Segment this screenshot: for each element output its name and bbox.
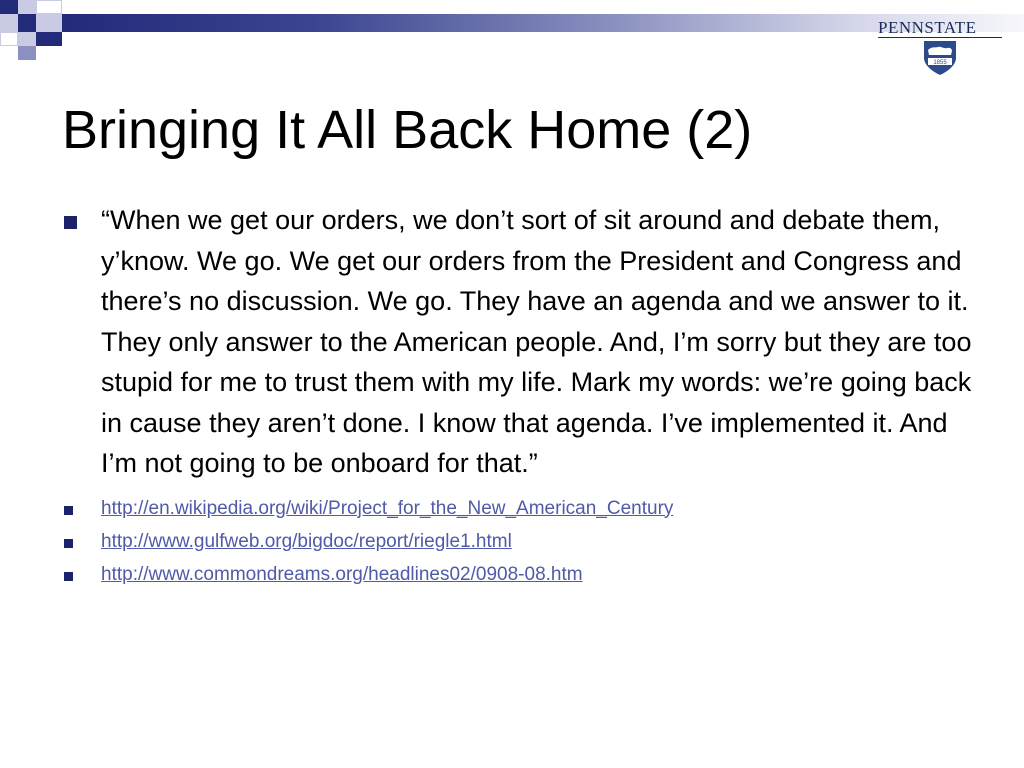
logo-year: 1855 xyxy=(933,60,947,66)
decor-square xyxy=(36,14,62,32)
decor-square xyxy=(0,14,18,32)
decor-square xyxy=(18,46,36,60)
decor-square xyxy=(0,0,18,14)
link-item xyxy=(62,563,972,587)
logo-wordmark: PENNSTATE xyxy=(878,18,977,37)
quote-text: “When we get our orders, we don’t sort of sit around and debate them, y’know. We go. We get our orders from the President and Congress and there’s no discussion. We go. They have an agenda and we answer to it. They only answer to the American people. And, I’m sorry but they are too stupid for me to trust them with my life. Mark my words: we’re going back in cause they aren’t done. I know that agenda. I’ve implemented it. And I’m not going to be onboard for that.” xyxy=(101,205,972,478)
decor-square xyxy=(36,0,62,14)
square-bullet-icon xyxy=(64,572,73,581)
decor-square xyxy=(18,14,36,32)
link-commondreams[interactable]: http://www.commondreams.org/headlines02/0908-08.htm xyxy=(101,563,583,585)
square-bullet-icon xyxy=(64,539,73,548)
slide-title: Bringing It All Back Home (2) xyxy=(62,100,753,160)
shield-icon xyxy=(923,40,957,76)
slide-content xyxy=(62,200,972,587)
decor-square xyxy=(36,32,62,46)
penn-state-logo xyxy=(878,18,1002,76)
header-decoration xyxy=(0,0,1024,60)
quote-item xyxy=(62,200,972,484)
link-item xyxy=(62,497,972,521)
decor-square xyxy=(0,32,18,46)
link-pnac-wikipedia[interactable]: http://en.wikipedia.org/wiki/Project_for_the_New_American_Century xyxy=(101,497,674,519)
decor-square xyxy=(18,32,36,46)
link-riegle-report[interactable]: http://www.gulfweb.org/bigdoc/report/riegle1.html xyxy=(101,530,512,552)
link-item xyxy=(62,530,972,554)
square-bullet-icon xyxy=(64,216,77,229)
logo-rule xyxy=(878,37,1002,38)
square-bullet-icon xyxy=(64,506,73,515)
decor-square xyxy=(18,0,36,14)
